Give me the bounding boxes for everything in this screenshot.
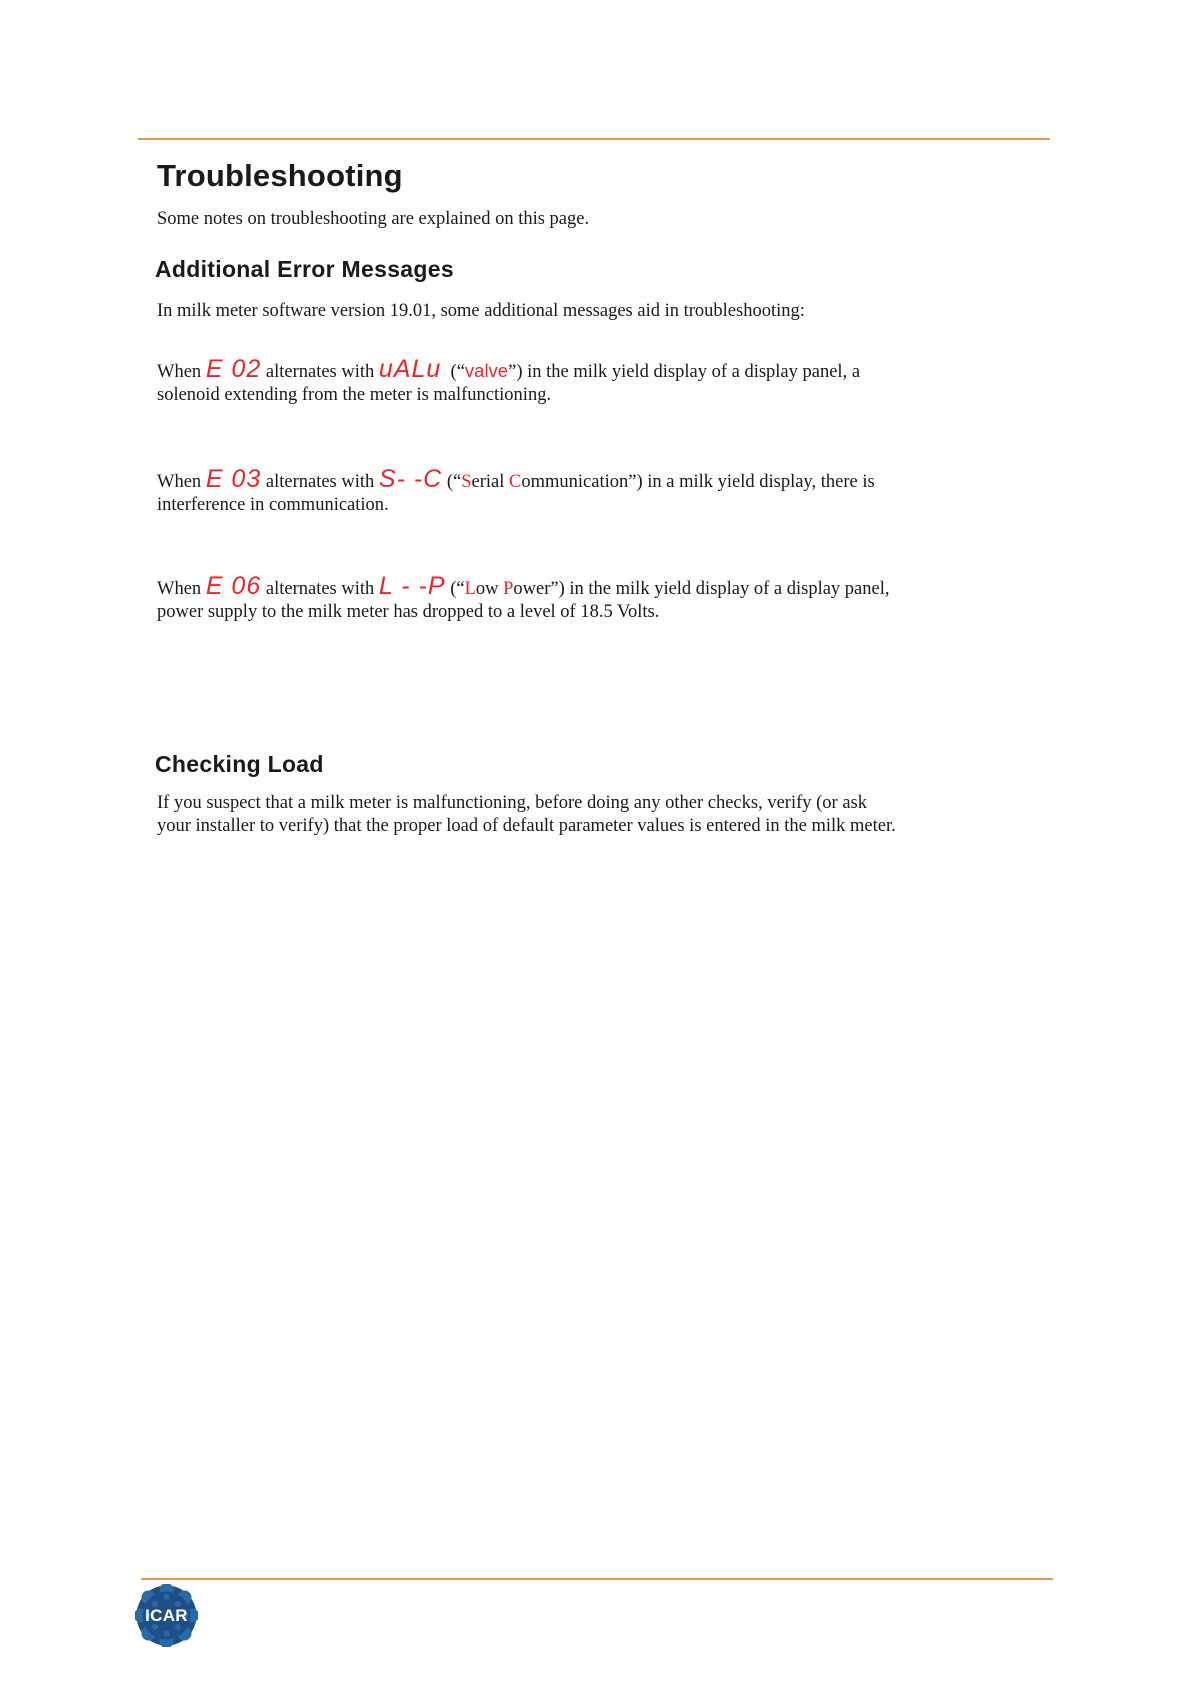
header-rule (138, 138, 1050, 140)
meaning-initial: L (464, 579, 476, 599)
when-label: When (157, 362, 202, 382)
alt-code: L - -P (378, 572, 446, 600)
errors-intro: In milk meter software version 19.01, some additional messages aid in troubleshooting: (157, 301, 805, 321)
page-intro: Some notes on troubleshooting are explained on this page. (157, 209, 590, 229)
page-title: Troubleshooting (157, 158, 403, 193)
alternates-label: alternates with (265, 579, 375, 599)
error-item-e03: When E 03 alternates with S- -C (“Serial Communication”) in a milk yield display, there is interference in communication. (157, 465, 875, 515)
section-heading-errors: Additional Error Messages (155, 256, 454, 282)
alternates-label: alternates with (265, 362, 375, 382)
error-code: E 02 (205, 355, 262, 383)
alternates-label: alternates with (265, 472, 375, 492)
when-label: When (157, 472, 202, 492)
meaning-highlight: valve (464, 360, 509, 381)
meaning-initial: S (461, 472, 472, 492)
alt-code: uALu (378, 355, 442, 383)
icar-logo (135, 1584, 198, 1647)
section-heading-load: Checking Load (155, 751, 324, 777)
load-body: If you suspect that a milk meter is malfunctioning, before doing any other checks, verify (or ask your installer to verify) that the proper load of default parameter values is entered in the milk meter. (157, 793, 896, 836)
error-code: E 03 (205, 465, 262, 493)
meaning-initial: C (509, 472, 522, 492)
error-item-e06: When E 06 alternates with L - -P (“Low Power”) in the milk yield display of a display panel, power supply to the milk meter has dropped to a level of 18.5 Volts. (157, 572, 890, 622)
footer-rule (141, 1578, 1053, 1580)
error-code: E 06 (205, 572, 262, 600)
when-label: When (157, 579, 202, 599)
error-item-e02: When E 02 alternates with uALu (“valve”) in the milk yield display of a display panel, a solenoid extending from the meter is malfunctioning. (157, 355, 861, 405)
alt-code: S- -C (378, 465, 443, 493)
meaning-initial: P (503, 579, 514, 599)
logo-text: ICAR (145, 1605, 188, 1625)
